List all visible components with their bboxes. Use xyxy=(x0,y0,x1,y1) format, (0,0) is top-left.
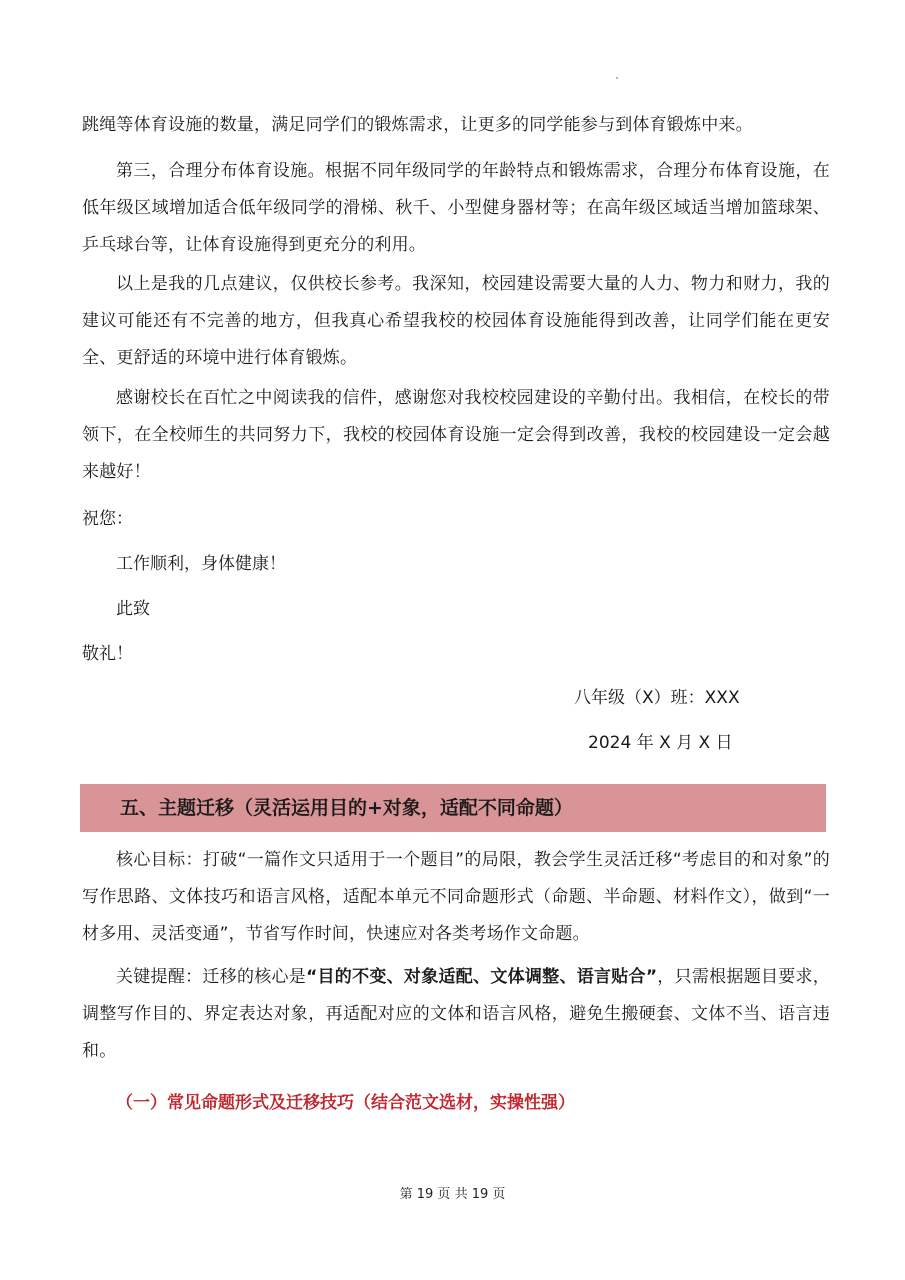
page-footer: 第 19 页 共 19 页 xyxy=(399,1187,506,1202)
scan-speck xyxy=(616,77,618,79)
key-tip-prefix: 关键提醒：迁移的核心是 xyxy=(116,967,307,987)
key-tip-suffix: ，只需根据题目要求，调整写作目的、界定表达对象，再适配对应的文体和语言风格，避免生搬硬套、文体不当、语言违和。 xyxy=(82,967,831,1061)
signature: 八年级（X）班：XXX xyxy=(574,688,740,708)
paragraph-3: 以上是我的几点建议，仅供校长参考。我深知，校园建设需要大量的人力、物力和财力，我的建议可能还有不完善的地方，但我真心希望我校的校园体育设施能得到改善，让同学们能在更安全、更舒适的环境中进行体育锻炼。 xyxy=(82,274,830,368)
closing-jing-li: 敬礼！ xyxy=(82,644,133,664)
paragraph-1: 跳绳等体育设施的数量，满足同学们的锻炼需求，让更多的同学能参与到体育锻炼中来。 xyxy=(82,115,753,135)
paragraph-4: 感谢校长在百忙之中阅读我的信件，感谢您对我校校园建设的辛勤付出。我相信，在校长的带领下，在全校师生的共同努力下，我校的校园体育设施一定会得到改善，我校的校园建设一定会越来越好！ xyxy=(82,388,830,482)
letter-date: 2024 年 X 月 X 日 xyxy=(588,733,733,753)
key-tip-emphasis: “目的不变、对象适配、文体调整、语言贴合” xyxy=(306,967,658,987)
section-title: 五、主题迁移（灵活运用目的+对象，适配不同命题） xyxy=(120,797,573,819)
section-banner xyxy=(80,784,826,832)
paragraph-2: 第三，合理分布体育设施。根据不同年级同学的年龄特点和锻炼需求，合理分布体育设施，在低年级区域增加适合低年级同学的滑梯、秋千、小型健身器材等；在高年级区域适当增加篮球架、乒乓球台等，让体育设施得到更充分的利用。 xyxy=(82,161,830,255)
core-goal-paragraph: 核心目标：打破“一篇作文只适用于一个题目”的局限，教会学生灵活迁移“考虑目的和对象”的写作思路、文体技巧和语言风格，适配本单元不同命题形式（命题、半命题、材料作文），做到“一材多用、灵活变通”，节省写作时间，快速应对各类考场作文命题。 xyxy=(82,850,830,944)
subsection-title: （一）常见命题形式及迁移技巧（结合范文选材，实操性强） xyxy=(116,1093,575,1113)
key-tip-paragraph xyxy=(82,959,830,1070)
closing-zhu-nin: 祝您： xyxy=(82,509,133,529)
closing-ci-zhi: 此致 xyxy=(116,599,150,619)
closing-wish: 工作顺利，身体健康！ xyxy=(116,554,286,574)
